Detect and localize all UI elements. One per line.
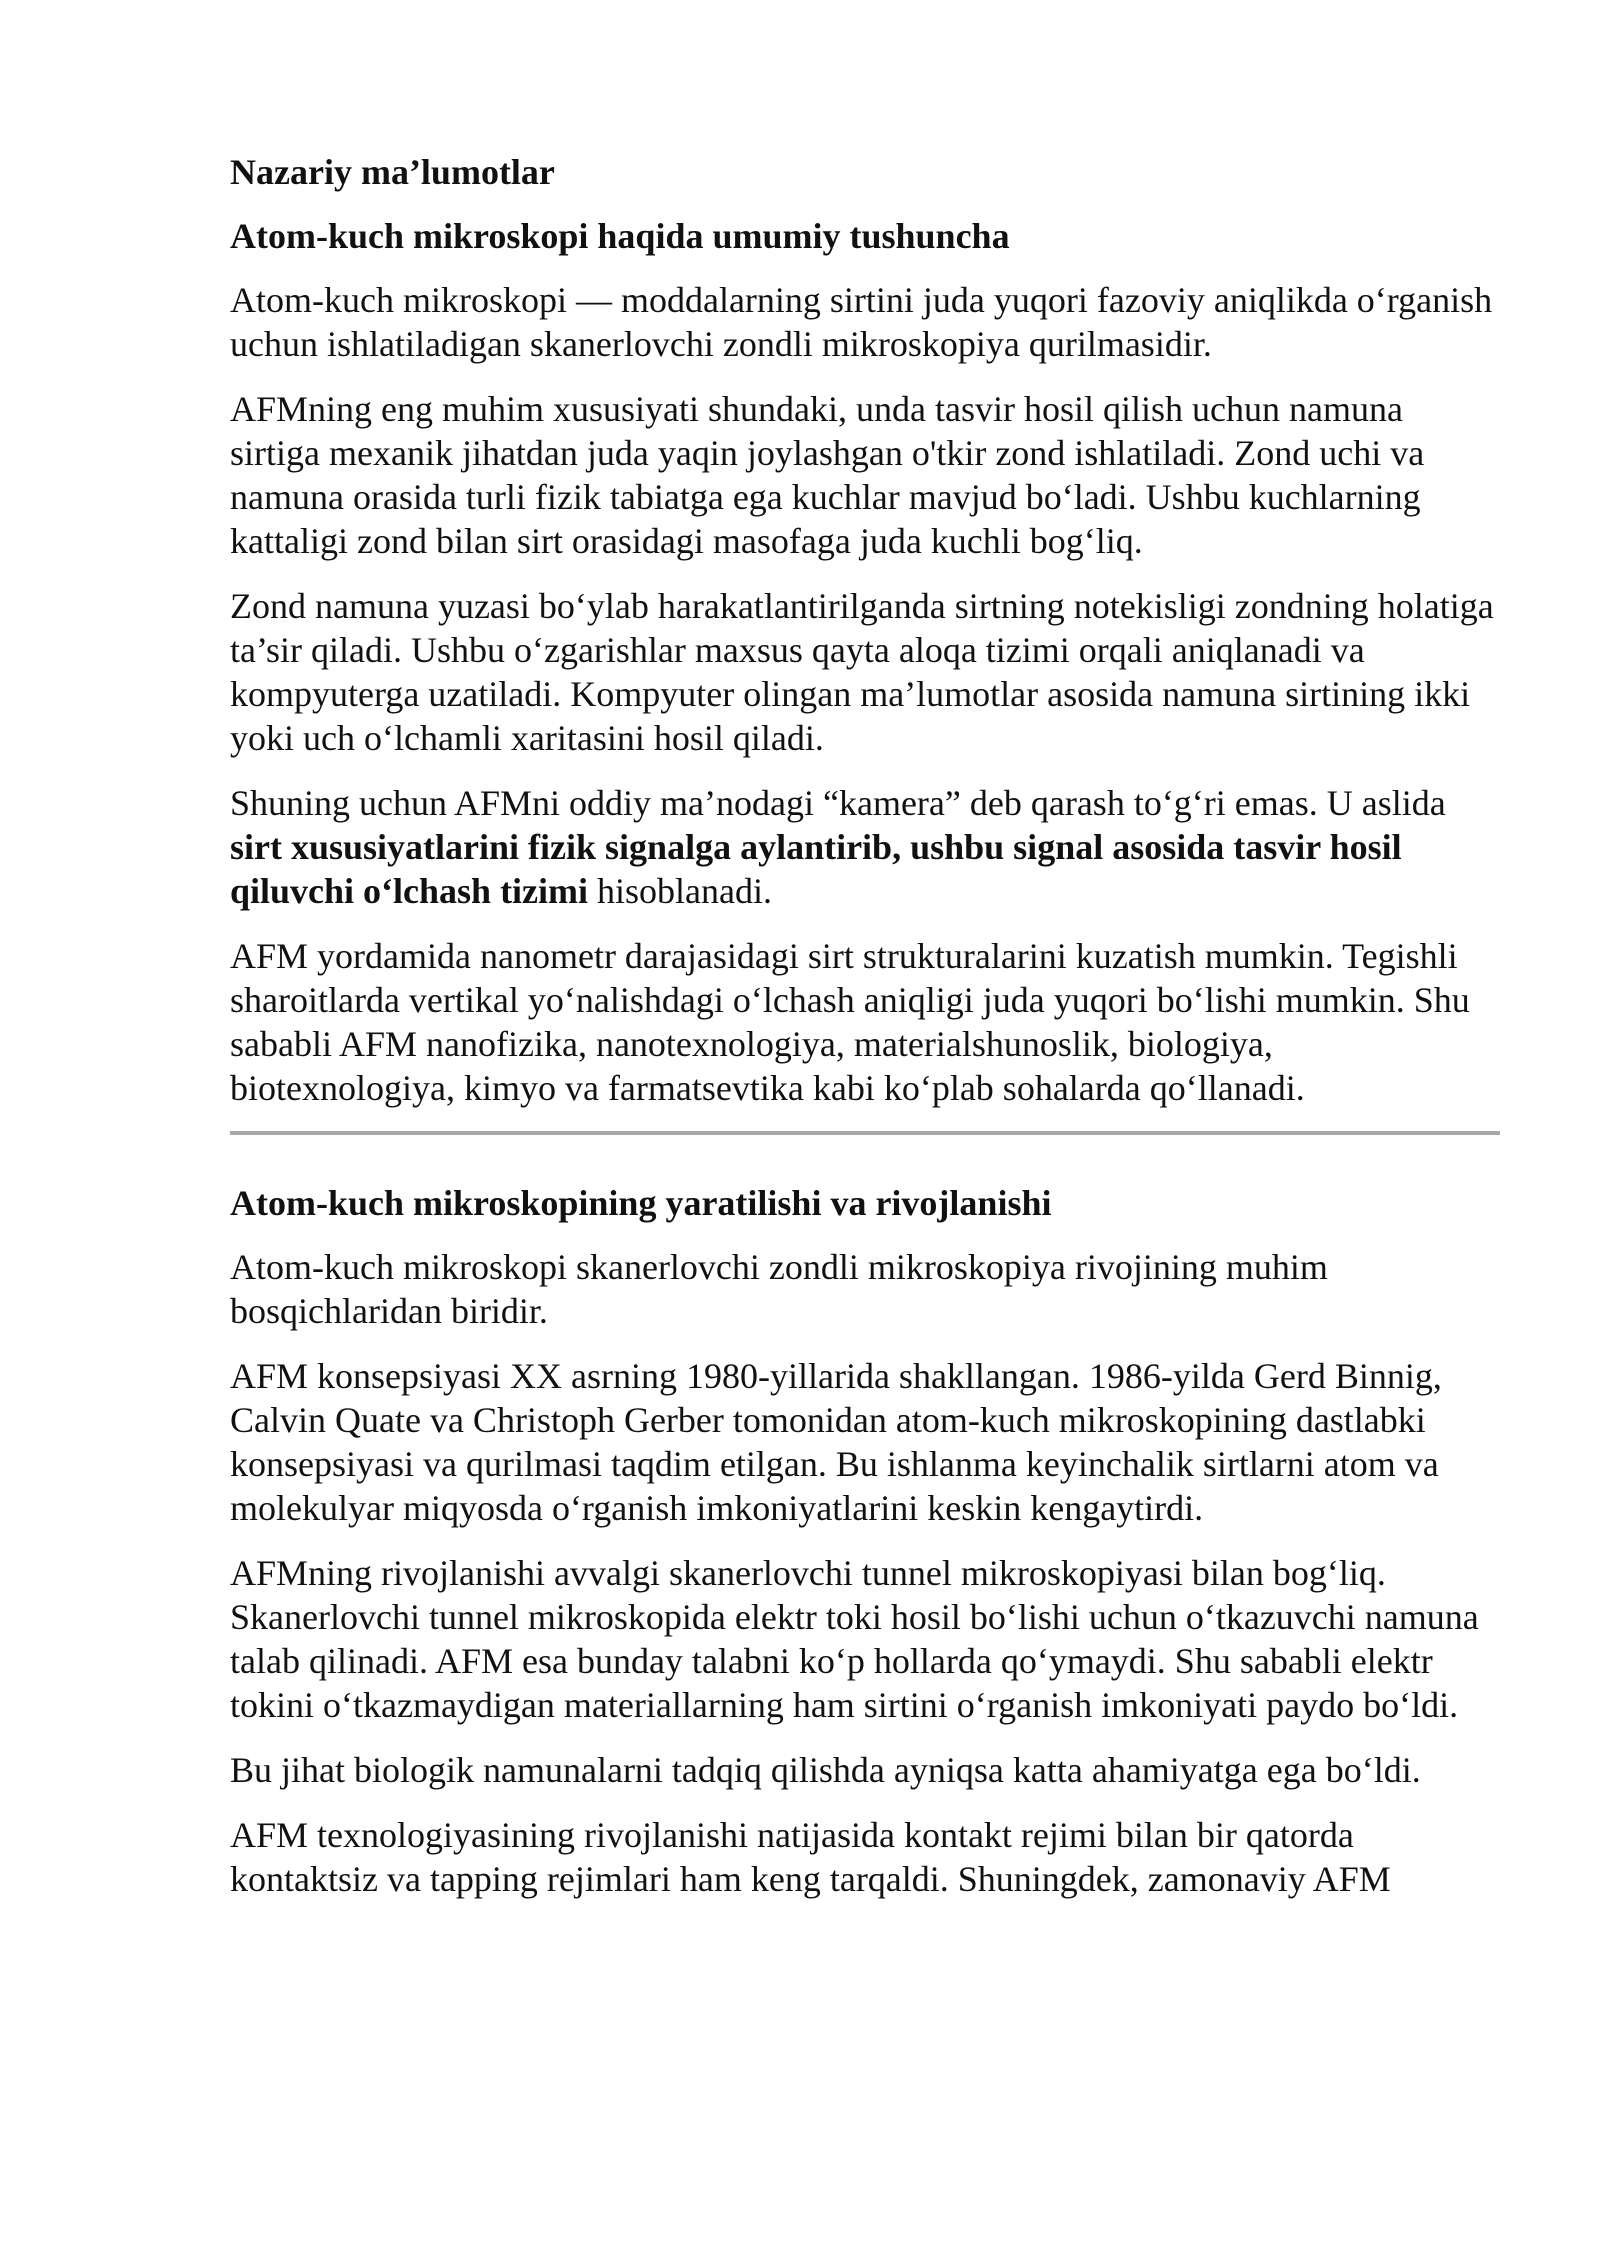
section1-paragraph-3: Zond namuna yuzasi bo‘ylab harakatlantirilganda sirtning notekisligi zondning holatiga ta’sir qiladi. Ushbu o‘zgarishlar maxsus qayta aloqa tizimi orqali aniqlanadi va kompyuterga uzatiladi. Kompyuter olingan ma’lumotlar asosida namuna sirtining ikki yoki uch o‘lchamli xaritasini hosil qiladi. xyxy=(230,586,1494,758)
paragraph-4-start: Shuning uchun AFMni oddiy ma’nodagi “kamera” deb qarash to‘g‘ri emas. U aslida xyxy=(230,783,1446,823)
paragraph-4-end: hisoblanadi. xyxy=(588,871,773,911)
section-title: Nazariy ma’lumotlar xyxy=(230,152,555,192)
section1-subtitle: Atom-kuch mikroskopi haqida umumiy tushuncha xyxy=(230,216,1010,256)
section2-subtitle: Atom-kuch mikroskopining yaratilishi va rivojlanishi xyxy=(230,1183,1052,1223)
paragraph-4-bold: sirt xususiyatlarini fizik signalga aylantirib, ushbu signal asosida tasvir hosil qiluvchi o‘lchash tizimi xyxy=(230,827,1402,911)
section1-paragraph-4 xyxy=(230,781,1500,913)
section1-paragraph-5: AFM yordamida nanometr darajasidagi sirt strukturalarini kuzatish mumkin. Tegishli sharoitlarda vertikal yo‘nalishdagi o‘lchash aniqligi juda yuqori bo‘lishi mumkin. Shu sababli AFM nanofizika, nanotexnologiya, materialshunoslik, biologiya, biotexnologiya, kimyo va farmatsevtika kabi ko‘plab sohalarda qo‘llanadi. xyxy=(230,936,1470,1108)
section2-paragraph-5: AFM texnologiyasining rivojlanishi natijasida kontakt rejimi bilan bir qatorda kontaktsiz va tapping rejimlari ham keng tarqaldi. Shuningdek, zamonaviy AFM xyxy=(230,1815,1391,1899)
section2-paragraph-3: AFMning rivojlanishi avvalgi skanerlovchi tunnel mikroskopiyasi bilan bog‘liq. Skanerlovchi tunnel mikroskopida elektr toki hosil bo‘lishi uchun o‘tkazuvchi namuna talab qilinadi. AFM esa bunday talabni ko‘p hollarda qo‘ymaydi. Shu sababli elektr tokini o‘tkazmaydigan materiallarning ham sirtini o‘rganish imkoniyati paydo bo‘ldi. xyxy=(230,1553,1479,1725)
section2-paragraph-4: Bu jihat biologik namunalarni tadqiq qilishda ayniqsa katta ahamiyatga ega bo‘ldi. xyxy=(230,1750,1421,1790)
section2-paragraph-1: Atom-kuch mikroskopi skanerlovchi zondli mikroskopiya rivojining muhim bosqichlaridan biridir. xyxy=(230,1247,1328,1331)
section2-paragraph-2: AFM konsepsiyasi XX asrning 1980-yillarida shakllangan. 1986-yilda Gerd Binnig, Calvin Quate va Christoph Gerber tomonidan atom-kuch mikroskopining dastlabki konsepsiyasi va qurilmasi taqdim etilgan. Bu ishlanma keyinchalik sirtlarni atom va molekulyar miqyosda o‘rganish imkoniyatlarini keskin kengaytirdi. xyxy=(230,1356,1442,1528)
section1-paragraph-1: Atom-kuch mikroskopi — moddalarning sirtini juda yuqori fazoviy aniqlikda o‘rganish uchun ishlatiladigan skanerlovchi zondli mikroskopiya qurilmasidir. xyxy=(230,280,1493,364)
document-page xyxy=(230,150,1500,1922)
section1-paragraph-2: AFMning eng muhim xususiyati shundaki, unda tasvir hosil qilish uchun namuna sirtiga mexanik jihatdan juda yaqin joylashgan o'tkir zond ishlatiladi. Zond uchi va namuna orasida turli fizik tabiatga ega kuchlar mavjud bo‘ladi. Ushbu kuchlarning kattaligi zond bilan sirt orasidagi masofaga juda kuchli bog‘liq. xyxy=(230,389,1425,561)
horizontal-divider xyxy=(230,1131,1500,1135)
